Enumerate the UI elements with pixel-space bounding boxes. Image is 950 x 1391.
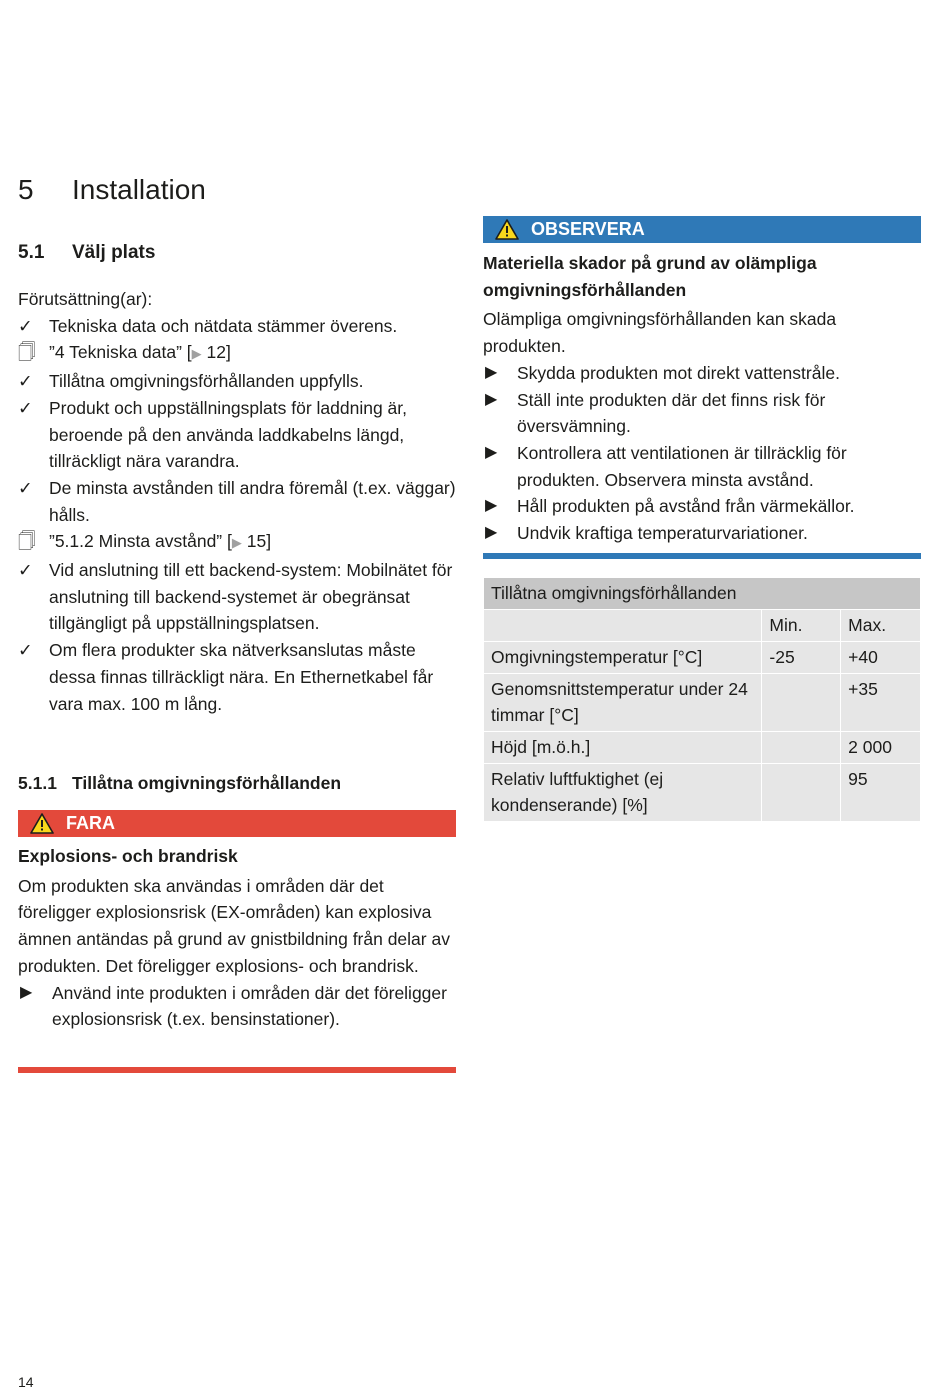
warning-icon bbox=[495, 219, 519, 240]
table-row bbox=[484, 674, 921, 732]
action-arrow-icon: ▶ bbox=[485, 497, 498, 515]
list-item: ✓ Tekniska data och nätdata stämmer överens. bbox=[18, 313, 458, 340]
table-header-cell: Min. bbox=[762, 610, 841, 642]
table-caption: Tillåtna omgivningsförhållanden bbox=[484, 578, 921, 610]
table-cell: Genomsnittstemperatur under 24 timmar [°C] bbox=[484, 674, 762, 732]
table-header-cell bbox=[484, 610, 762, 642]
table-row bbox=[484, 732, 921, 764]
section-heading bbox=[18, 174, 206, 206]
table-cell: 95 bbox=[841, 764, 921, 822]
table-row bbox=[484, 642, 921, 674]
subsubsection-heading bbox=[18, 773, 341, 794]
arrow-right-icon: ▶ bbox=[191, 346, 202, 362]
table-row bbox=[484, 764, 921, 822]
page-number: 14 bbox=[18, 1374, 34, 1390]
subsubsection-number: 5.1.1 bbox=[18, 773, 57, 793]
table-cell bbox=[762, 764, 841, 822]
list-item: ▶ Använd inte produkten i områden där det föreligger explosionsrisk (t.ex. bensinstationer). bbox=[18, 980, 458, 1033]
table-caption-row bbox=[484, 578, 921, 610]
notice-label: OBSERVERA bbox=[531, 219, 645, 239]
warning-icon bbox=[30, 813, 54, 834]
table-cell: 2 000 bbox=[841, 732, 921, 764]
prerequisites-label: Förutsättning(ar): bbox=[18, 289, 153, 309]
danger-body: Om produkten ska användas i områden där det föreligger explosionsrisk (EX-områden) kan explosiva ämnen antändas på grund av gnistbildning från delar av produkten. Det föreligger explosions- och brandrisk. bbox=[18, 875, 450, 976]
notice-end-bar bbox=[483, 553, 921, 559]
check-icon: ✓ bbox=[18, 397, 33, 418]
table-header-row bbox=[484, 610, 921, 642]
list-item: ▶ Ställ inte produkten där det finns risk för översvämning. bbox=[483, 387, 923, 440]
danger-end-bar bbox=[18, 1067, 456, 1073]
list-item: ✓ Vid anslutning till ett backend-system: Mobilnätet för anslutning till backend-systemet är obegränsat tillgängligt på uppställningsplatsen. bbox=[18, 557, 458, 637]
danger-banner bbox=[18, 810, 456, 837]
danger-actions bbox=[18, 980, 458, 1033]
subsubsection-title: Tillåtna omgivningsförhållanden bbox=[72, 773, 342, 793]
section-title: Installation bbox=[72, 174, 206, 205]
list-item: ▶ Håll produkten på avstånd från värmekällor. bbox=[483, 493, 923, 520]
cross-reference-link[interactable]: ”5.1.2 Minsta avstånd” [▶ 15] bbox=[49, 531, 272, 552]
danger-label: FARA bbox=[66, 813, 115, 833]
table-cell: Omgivningstemperatur [°C] bbox=[484, 642, 762, 674]
check-icon: ✓ bbox=[18, 477, 33, 498]
check-icon: ✓ bbox=[18, 315, 33, 336]
environment-table bbox=[483, 577, 921, 822]
notice-body: Olämpliga omgivningsförhållanden kan skada produkten. bbox=[483, 309, 837, 357]
list-item: ✓ Om flera produkter ska nätverksanslutas måste dessa finnas tillräckligt nära. En Ethernetkabel får vara max. 100 m lång. bbox=[18, 637, 458, 717]
check-icon: ✓ bbox=[18, 371, 33, 392]
check-icon: ✓ bbox=[18, 640, 33, 661]
list-item: ✓ Tillåtna omgivningsförhållanden uppfylls. bbox=[18, 368, 458, 395]
table-cell: +40 bbox=[841, 642, 921, 674]
action-arrow-icon: ▶ bbox=[485, 363, 498, 381]
action-arrow-icon: ▶ bbox=[485, 443, 498, 461]
prerequisites-list bbox=[18, 313, 458, 718]
reference-icon: 🗍 bbox=[18, 531, 36, 552]
subsection-number: 5.1 bbox=[18, 242, 45, 263]
table-cell bbox=[762, 674, 841, 732]
check-icon: ✓ bbox=[18, 560, 33, 581]
table-cell bbox=[762, 732, 841, 764]
action-arrow-icon: ▶ bbox=[20, 983, 33, 1001]
list-item: ▶ Skydda produkten mot direkt vattenstråle. bbox=[483, 360, 923, 387]
table-cell: +35 bbox=[841, 674, 921, 732]
danger-title: Explosions- och brandrisk bbox=[18, 846, 238, 866]
list-item: ✓ De minsta avstånden till andra föremål (t.ex. väggar) hålls. bbox=[18, 475, 458, 528]
reference-icon: 🗍 bbox=[18, 342, 36, 363]
list-item[interactable] bbox=[18, 339, 458, 368]
subsection-heading bbox=[18, 242, 155, 264]
notice-banner bbox=[483, 216, 921, 243]
list-item: ✓ Produkt och uppställningsplats för laddning är, beroende på den använda laddkabelns längd, tillräckligt nära varandra. bbox=[18, 395, 458, 475]
table-cell: -25 bbox=[762, 642, 841, 674]
notice-content bbox=[483, 250, 923, 547]
action-arrow-icon: ▶ bbox=[485, 524, 498, 542]
table-cell: Relativ luftfuktighet (ej kondenserande) [%] bbox=[484, 764, 762, 822]
section-number: 5 bbox=[18, 174, 34, 205]
danger-content bbox=[18, 843, 458, 1033]
notice-actions bbox=[483, 360, 923, 547]
table-header-cell: Max. bbox=[841, 610, 921, 642]
notice-title: Materiella skador på grund av olämpliga omgivningsförhållanden bbox=[483, 253, 817, 300]
cross-reference-link[interactable]: ”4 Tekniska data” [▶ 12] bbox=[49, 342, 231, 363]
list-item: ▶ Kontrollera att ventilationen är tillräcklig för produkten. Observera minsta avstånd. bbox=[483, 440, 923, 493]
prerequisites bbox=[18, 286, 458, 717]
list-item: ▶ Undvik kraftiga temperaturvariationer. bbox=[483, 520, 923, 547]
subsection-title: Välj plats bbox=[72, 242, 156, 263]
list-item[interactable] bbox=[18, 528, 458, 557]
action-arrow-icon: ▶ bbox=[485, 390, 498, 408]
arrow-right-icon: ▶ bbox=[231, 535, 242, 551]
table-cell: Höjd [m.ö.h.] bbox=[484, 732, 762, 764]
